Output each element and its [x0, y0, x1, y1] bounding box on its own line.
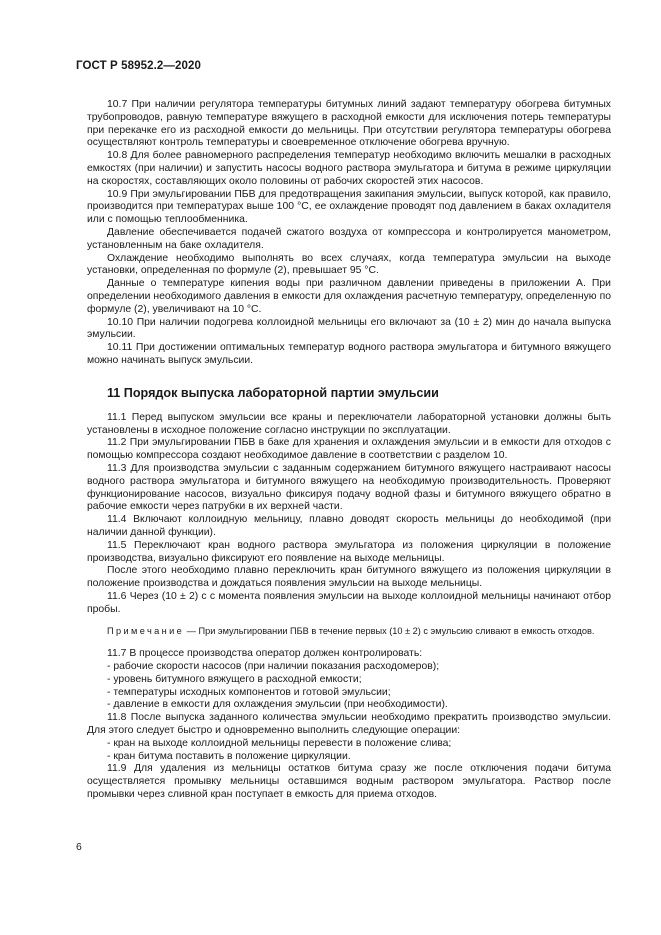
clause-11-6: 11.6 Через (10 ± 2) с с момента появления эмульсии на выходе коллоидной мельницы начинают отбор пробы.	[87, 590, 611, 615]
note	[87, 626, 611, 638]
clause-11-7: 11.7 В процессе производства оператор должен контролировать:	[107, 648, 423, 660]
clause-11-8: 11.8 После выпуска заданного количества эмульсии необходимо прекратить производство эмульсии. Для этого следует быстро и одновременно выполнить следующие операции:	[87, 712, 611, 737]
clause-11-5: 11.5 Переключают кран водного раствора эмульгатора из положения циркуляции в положение производства, визуально фиксируют его появление на выходе мельницы.	[87, 539, 611, 564]
clause-11-1: 11.1 Перед выпуском эмульсии все краны и переключатели лабораторной установки должны быть установлены в исходное положение согласно инструкции по эксплуатации.	[87, 411, 611, 436]
note-text: — При эмульгировании ПБВ в течение первых (10 ± 2) с эмульсию сливают в емкость отходов.	[184, 626, 595, 637]
list-item: - давление в емкости для охлаждения эмульсии (при необходимости).	[107, 699, 448, 711]
clause-11-2: 11.2 При эмульгировании ПБВ в баке для хранения и охлаждения эмульсии и в емкости для отходов с помощью компрессора создают необходимое давление в соответствии с разделом 10.	[87, 437, 611, 462]
paragraph-cooling: Охлаждение необходимо выполнять во всех случаях, когда температура эмульсии на выходе установки, определенная по формуле (2), превышает 95 °С.	[87, 252, 611, 277]
clause-10-8: 10.8 Для более равномерного распределения температур необходимо включить мешалки в расходных емкостях (при наличии) и запустить насосы водного раствора эмульгатора и битума в режиме циркуляции на скоростях, составляющих около половины от рабочих скоростей этих насосов.	[87, 150, 611, 187]
clause-10-10: 10.10 При наличии подогрева коллоидной мельницы его включают за (10 ± 2) мин до начала выпуска эмульсии.	[87, 316, 611, 341]
paragraph-pressure: Давление обеспечивается подачей сжатого воздуха от компрессора и контролируется манометром, установленным на баке охладителя.	[87, 226, 611, 251]
note-label: Примечание	[107, 626, 185, 637]
list-item: - рабочие скорости насосов (при наличии показания расходомеров);	[107, 661, 440, 673]
clause-11-9: 11.9 Для удаления из мельницы остатков битума сразу же после отключения подачи битума осуществляется промывку мельницы оставшимся водным раствором эмульгатора. Раствор после промывки через сливной кран поступает в емкость для приема отходов.	[87, 763, 611, 801]
list-item: - уровень битумного вяжущего в расходной емкости;	[107, 673, 362, 685]
clause-10-9: 10.9 При эмульгировании ПБВ для предотвращения закипания эмульсии, выпуск которой, как правило, производится при температурах выше 100 °С, ее охлаждение проводят под давлением в баках охладителя или с помощью теплообменника.	[87, 188, 611, 226]
list-item: - кран на выходе коллоидной мельницы перевести в положение слива;	[107, 737, 452, 749]
page-number: 6	[76, 842, 82, 853]
paragraph-bitumen-switch: После этого необходимо плавно переключить кран битумного вяжущего из положения циркуляции в положение производства и дождаться появления эмульсии на выходе мельницы.	[87, 565, 611, 590]
page-body	[87, 99, 611, 802]
document-code: ГОСТ Р 58952.2—2020	[76, 60, 201, 72]
clause-11-3: 11.3 Для производства эмульсии с заданным содержанием битумного вяжущего настраивают насосы водного раствора эмульгатора и битумного вяжущего на необходимую производительность. Проверяют функционирование насосов, визуально фиксируя подачу водной фазы и битумного вяжущего обратно в рабочие емкости через патрубки в их верхней части.	[87, 462, 611, 513]
clause-10-11: 10.11 При достижении оптимальных температур водного раствора эмульгатора и битумного вяжущего можно начинать выпуск эмульсии.	[87, 342, 611, 366]
clause-10-7: 10.7 При наличии регулятора температуры битумных линий задают температуру обогрева битумных трубопроводов, равную температуре вяжущего в расходной емкости для исключения потерь температуры при перекачке его из расходной емкости до мельницы. При отсутствии регулятора температуры обогрева осуществляют контроль температуры и своевременное отключение обогрева вручную.	[87, 99, 611, 149]
list-item: - температуры исходных компонентов и готовой эмульсии;	[107, 686, 391, 698]
list-item: - кран битума поставить в положение циркуляции.	[107, 750, 351, 762]
clause-11-4: 11.4 Включают коллоидную мельницу, плавно доводят скорость мельницы до необходимой (при наличии данной функции).	[87, 514, 611, 538]
paragraph-boiling-data: Данные о температуре кипения воды при различном давлении приведены в приложении А. При определении необходимого давления в емкости для охлаждения расчетную температуру, определенную по формуле (2), увеличивают на 10 °С.	[87, 278, 611, 315]
section-title: 11 Порядок выпуска лабораторной партии эмульсии	[107, 385, 439, 400]
